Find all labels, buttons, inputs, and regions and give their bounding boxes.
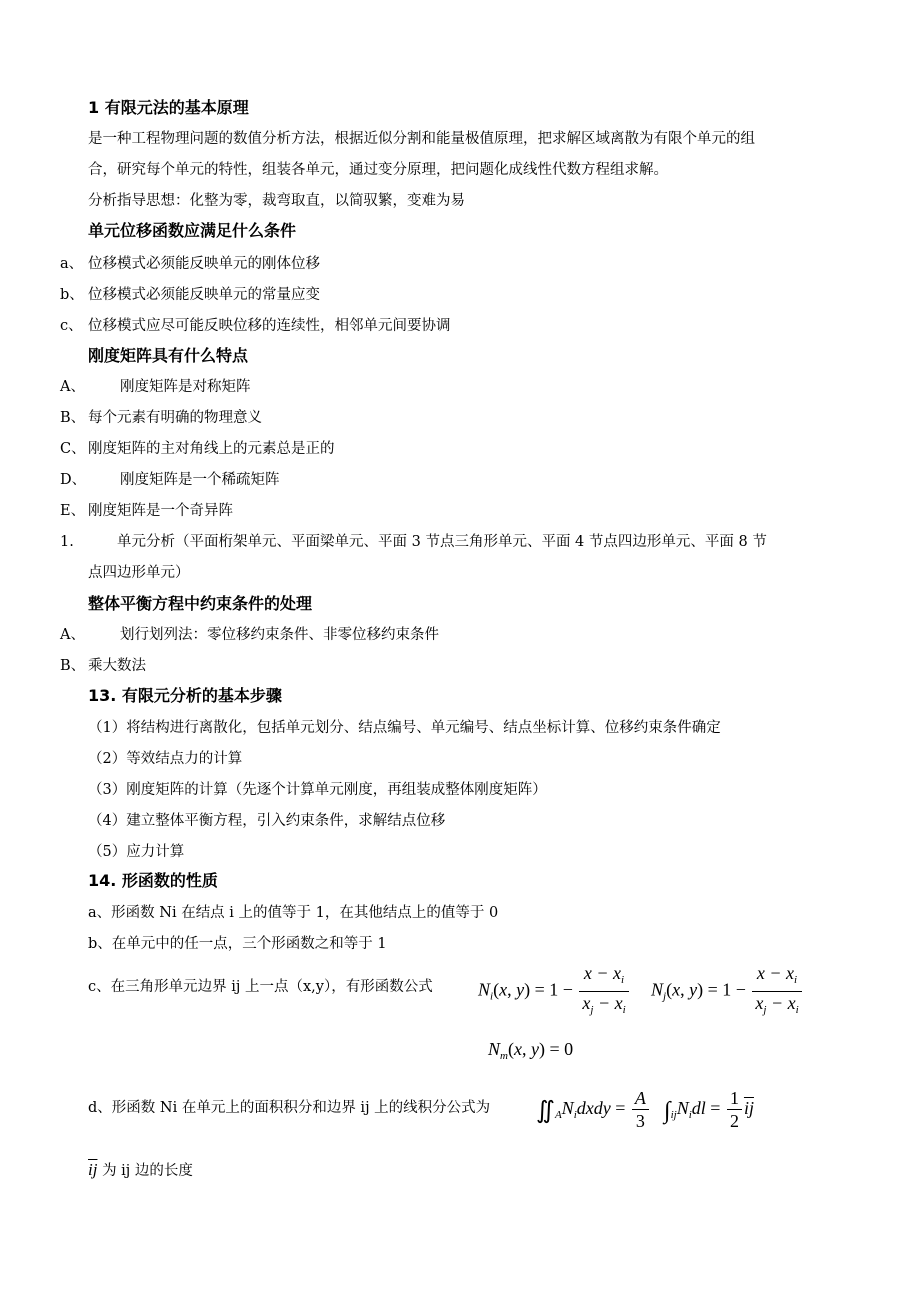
list-marker: B、 — [60, 410, 86, 426]
list-text: 刚度矩阵是一个奇异阵 — [88, 503, 233, 519]
list-item — [60, 254, 320, 274]
list-marker: C、 — [60, 441, 86, 457]
list-item: （5）应力计算 — [88, 844, 185, 860]
list-marker: 1. — [60, 534, 74, 550]
section-13-title: 13. 有限元分析的基本步骤 — [88, 686, 282, 705]
shape-function-property-a: a、形函数 Ni 在结点 i 上的值等于 1，在其他结点上的值等于 0 — [88, 905, 499, 921]
list-marker: E、 — [60, 503, 86, 519]
section-1-guideline: 分析指导思想：化整为零，裁弯取直，以简驭繁，变难为易 — [88, 193, 465, 209]
list-marker: b、 — [60, 287, 84, 303]
section-1-title: 1 有限元法的基本原理 — [88, 98, 249, 117]
list-item — [60, 408, 262, 428]
list-item — [60, 656, 146, 676]
formula-nm: $N_m(x$, y) = 0 — [488, 1039, 574, 1062]
list-item — [60, 285, 320, 305]
shape-function-property-b: b、在单元中的任一点，三个形函数之和等于 1 — [88, 936, 387, 952]
list-marker: a、 — [60, 256, 84, 272]
list-item — [60, 501, 233, 521]
list-item — [60, 377, 251, 397]
list-item — [60, 625, 439, 645]
formula-area-integral: $∬_AN_idxdy$ = $\frac{A}{3}$ — [536, 1085, 651, 1138]
element-analysis-line-1: 单元分析（平面桁架单元、平面梁单元、平面 3 节点三角形单元、平面 4 节点四边形单元、平面 8 节 — [117, 534, 767, 550]
list-text: 划行划列法：零位移约束条件、非零位移约束条件 — [120, 627, 439, 643]
shape-function-property-c: c、在三角形单元边界 ij 上一点（x,y），有形函数公式 — [88, 979, 433, 995]
section-2-title: 单元位移函数应满足什么条件 — [88, 221, 297, 240]
ij-symbol: $\overline{ij}$ — [88, 1160, 98, 1179]
formula-line-integral: $\int_{ij}N_idl$ = $\frac{1}{2}$ $\overline{ij}$ — [664, 1088, 754, 1132]
list-marker: B、 — [60, 658, 86, 674]
formula-ni: $N_i(x$, y) = 1 − $\frac{x - x_i}{x_j - x_i}$ — [478, 962, 631, 1022]
list-item: （3）刚度矩阵的计算（先逐个计算单元刚度，再组装成整体刚度矩阵） — [88, 782, 547, 798]
list-item: （1）将结构进行离散化，包括单元划分、结点编号、单元编号、结点坐标计算、位移约束条件确定 — [88, 720, 721, 736]
element-analysis-line-2: 点四边形单元） — [88, 565, 190, 581]
list-text: 位移模式必须能反映单元的常量应变 — [88, 287, 320, 303]
list-item — [60, 470, 280, 490]
list-text: 乘大数法 — [88, 658, 146, 674]
list-item — [60, 316, 451, 336]
list-item — [60, 439, 335, 459]
list-marker: A、 — [60, 379, 85, 395]
shape-function-property-d: d、形函数 Ni 在单元上的面积积分和边界 ij 上的线积分公式为 — [88, 1100, 491, 1116]
section-1-para-line-2: 合，研究每个单元的特性，组装各单元，通过变分原理，把问题化成线性代数方程组求解。 — [88, 162, 668, 178]
section-1-para-line-1: 是一种工程物理问题的数值分析方法，根据近似分割和能量极值原理，把求解区域离散为有限个单元的组 — [88, 131, 755, 147]
edge-length-note: $\overline{ij}$ 为 ij 边的长度 — [88, 1160, 193, 1179]
formula-nj: $N_j(x$, y) = 1 − $\frac{x - x_i}{x_j - x_i}$ — [651, 962, 804, 1022]
list-text: 刚度矩阵的主对角线上的元素总是正的 — [88, 441, 335, 457]
section-5-title: 整体平衡方程中约束条件的处理 — [88, 594, 313, 613]
list-marker: c、 — [60, 318, 83, 334]
list-text: 每个元素有明确的物理意义 — [88, 410, 262, 426]
list-item: （2）等效结点力的计算 — [88, 751, 243, 767]
list-item: （4）建立整体平衡方程，引入约束条件，求解结点位移 — [88, 813, 446, 829]
list-marker: A、 — [60, 627, 85, 643]
list-text: 位移模式应尽可能反映位移的连续性，相邻单元间要协调 — [88, 318, 451, 334]
list-text: 刚度矩阵是一个稀疏矩阵 — [120, 472, 280, 488]
list-marker: D、 — [60, 472, 87, 488]
list-text: 刚度矩阵是对称矩阵 — [120, 379, 251, 395]
section-3-title: 刚度矩阵具有什么特点 — [88, 346, 249, 365]
section-14-title: 14. 形函数的性质 — [88, 871, 218, 890]
list-text: 位移模式必须能反映单元的刚体位移 — [88, 256, 320, 272]
